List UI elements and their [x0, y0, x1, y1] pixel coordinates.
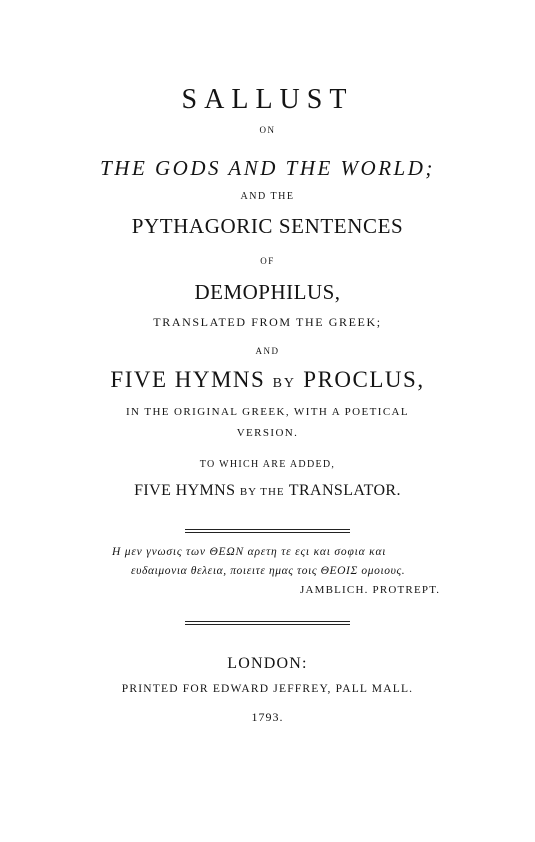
translated-line: TRANSLATED FROM THE GREEK;	[153, 315, 382, 329]
epigraph-attribution: JAMBLICH. PROTREPT.	[300, 584, 441, 596]
epigraph-line-1: Η μεν γνωσις των ΘΕΩΝ αρετη τε εςι και σοφια και	[112, 546, 387, 558]
version-line: VERSION.	[236, 427, 299, 439]
imprint-printer: PRINTED FOR EDWARD JEFFREY, PALL MALL.	[121, 683, 414, 695]
imprint-place: LONDON:	[227, 655, 308, 672]
double-rule-top	[185, 529, 350, 533]
hymns-line	[0, 368, 535, 391]
hymns-prefix: FIVE HYMNS	[110, 367, 266, 392]
and-connector: AND	[255, 346, 280, 356]
hymns-author: PROCLUS,	[303, 367, 425, 392]
main-title: SALLUST	[181, 84, 354, 115]
translator-prefix: FIVE HYMNS	[134, 482, 236, 499]
hymns-by: BY	[272, 376, 297, 391]
imprint-year: 1793.	[251, 710, 284, 724]
double-rule-bottom	[185, 621, 350, 625]
translator-suffix: TRANSLATOR.	[288, 482, 401, 499]
translator-by: BY THE	[239, 486, 285, 498]
translator-hymns-line	[0, 483, 535, 499]
of-connector: OF	[260, 256, 275, 266]
on-connector: ON	[259, 125, 276, 135]
author-name: DEMOPHILUS,	[194, 280, 341, 304]
added-line: TO WHICH ARE ADDED,	[199, 459, 336, 470]
and-the-connector: AND THE	[240, 191, 295, 202]
sentences-title: PYTHAGORIC SENTENCES	[131, 214, 404, 238]
original-line: IN THE ORIGINAL GREEK, WITH A POETICAL	[125, 406, 410, 418]
work-title: THE GODS AND THE WORLD;	[100, 156, 435, 180]
epigraph-line-2: ευδαιμονια θελεια, ποιειτε ημας τοις ΘΕΟΙΣ ομοιους.	[131, 565, 406, 577]
